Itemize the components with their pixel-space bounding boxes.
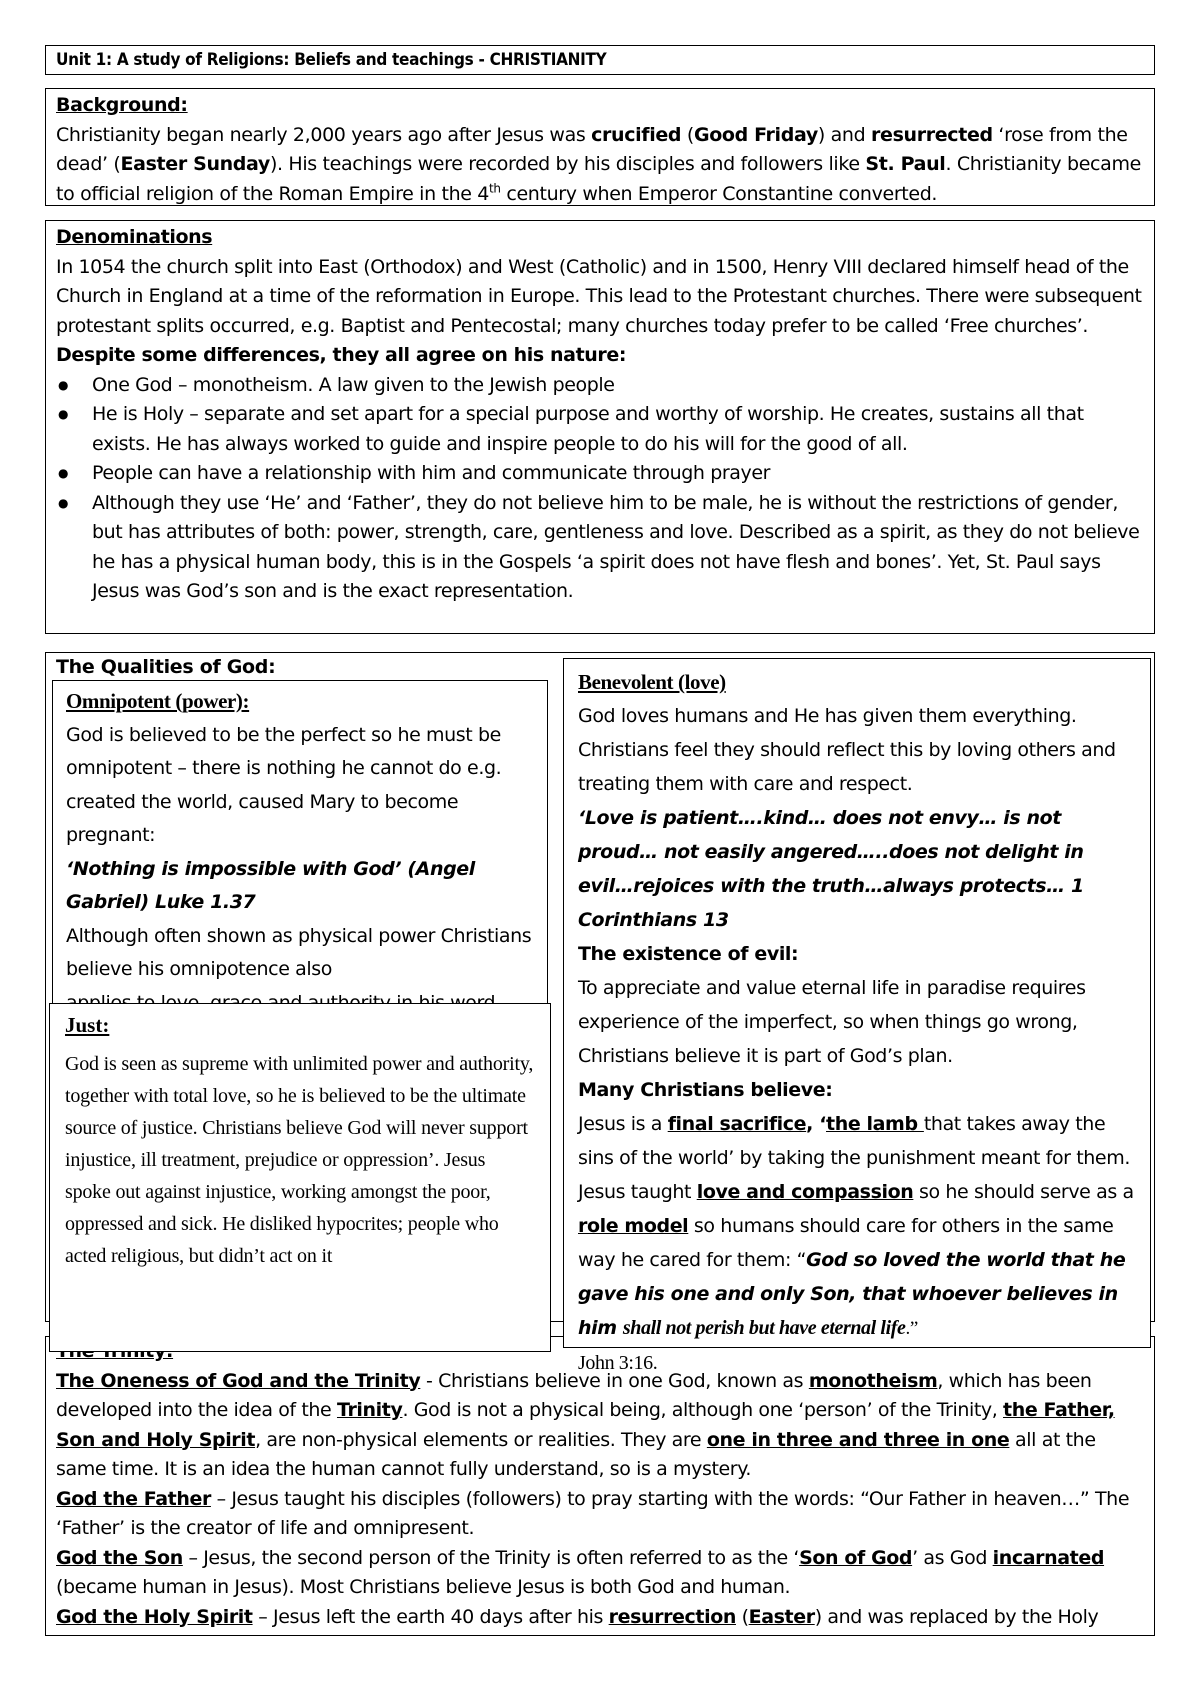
denominations-section <box>45 220 1155 634</box>
just-box <box>49 1003 551 1352</box>
denominations-text: In 1054 the church split into East (Orthodox) and West (Catholic) and in 1500, Henry VIII declared himself head of the Church in England at a time of the reformation in Europe. This lead to the Protestant churches. There were subsequent protestant splits occurred, e.g. Baptist and Pentecostal; many churches today prefer to be called ‘Free churches’. <box>56 255 1142 337</box>
evil-text: To appreciate and value eternal life in paradise requires experience of the imperfect, so when things go wrong, Christians believe it is part of God’s plan. <box>578 977 1086 1067</box>
qualities-heading: The Qualities of God: <box>56 656 276 678</box>
john-reference: John 3:16. <box>578 1352 658 1374</box>
trinity-son-text: God the Son – Jesus, the second person of the Trinity is often referred to as the ‘Son of God’ as God incarnated (became human in Jesus). Most Christians believe Jesus is both God and human. <box>56 1546 1105 1598</box>
list-item: ● People can have a relationship with him and communicate through prayer <box>92 459 1144 489</box>
corinthians-quote: ‘Love is patient….kind… does not envy… is not proud… not easily angered…..does not delight in evil…rejoices with the truth…always protects… 1 Corinthians 13 <box>578 807 1084 931</box>
trinity-oneness-text: The Oneness of God and the Trinity - Christians believe in one God, known as monotheism, which has been developed into the idea of the Trinity. God is not a physical being, although one ‘person’ of the Trinity, the Father, Son and Holy Spirit, are non-physical elements or realities. They are one in three and three in one all at the same time. It is an idea the human cannot fully understand, so is a mystery. <box>56 1369 1115 1480</box>
omnipotent-text-2: Although often shown as physical power Christians believe his omnipotence also <box>66 924 532 980</box>
denominations-heading: Denominations <box>56 226 213 248</box>
trinity-spirit-text: God the Holy Spirit – Jesus left the earth 40 days after his resurrection (Easter) and was replaced by the Holy <box>56 1605 1099 1628</box>
background-heading: Background: <box>56 94 188 116</box>
agree-heading: Despite some differences, they all agree on his nature: <box>56 344 627 366</box>
omnipotent-box <box>52 680 548 1005</box>
many-christians-heading: Many Christians believe: <box>578 1079 833 1101</box>
omnipotent-quote: ‘Nothing is impossible with God’ (Angel Gabriel) Luke 1.37 <box>66 857 475 913</box>
background-text: Christianity began nearly 2,000 years ago after Jesus was crucified (Good Friday) and resurrected ‘rose from the dead’ (Easter Sunday). His teachings were recorded by his disciples and followers like St. Paul. Christianity became to official religion of the Roman Empire in the 4th century when Emperor Constantine converted. <box>56 123 1141 205</box>
benevolent-heading: Benevolent (love) <box>578 670 726 694</box>
just-text: God is seen as supreme with unlimited power and authority, together with total love, so he is believed to be the ultimate source of justice. Christians believe God will never support injustice, ill treatment, prejudice or oppression’. Jesus spoke out against injustice, working amongst the poor, oppressed and sick. He disliked hypocrites; people who acted religious, but didn’t act on it <box>65 1053 534 1267</box>
just-heading: Just: <box>65 1013 110 1037</box>
omnipotent-text: God is believed to be the perfect so he must be omnipotent – there is nothing he cannot do e.g. created the world, caused Mary to become pregnant: <box>66 723 502 846</box>
title-box <box>45 45 1155 75</box>
background-section <box>45 88 1155 206</box>
trinity-father-text: God the Father – Jesus taught his disciples (followers) to pray starting with the words: “Our Father in heaven…” The ‘Father’ is the creator of life and omnipresent. <box>56 1487 1130 1539</box>
list-item: ● Although they use ‘He’ and ‘Father’, they do not believe him to be male, he is without the restrictions of gender, but has attributes of both: power, strength, care, gentleness and love. Described as a spirit, as they do not believe he has a physical human body, this is in the Gospels ‘a spirit does not have flesh and bones’. Yet, St. Paul says Jesus was God’s son and is the exact representation. <box>92 489 1144 607</box>
benevolent-box <box>563 658 1151 1374</box>
trinity-section <box>45 1336 1155 1636</box>
omnipotent-heading: Omnipotent (power): <box>66 689 250 713</box>
evil-heading: The existence of evil: <box>578 943 799 965</box>
many-christians-text: Jesus is a final sacrifice, ‘the lamb that takes away the sins of the world’ by taking the punishment meant for them. Jesus taught love and compassion so he should serve as a role model so humans should care for others in the same way he cared for them: “God so loved the world that he gave his one and only Son, that whoever believes in him shall not perish but have eternal life.” <box>578 1113 1134 1339</box>
list-item: ● He is Holy – separate and set apart for a special purpose and worthy of worship. He creates, sustains all that exists. He has always worked to guide and inspire people to do his will for the good of all. <box>92 400 1144 459</box>
nature-list <box>56 371 1144 607</box>
page-title: Unit 1: A study of Religions: Beliefs and teachings - CHRISTIANITY <box>56 50 607 70</box>
benevolent-text: God loves humans and He has given them everything. Christians feel they should reflect this by loving others and treating them with care and respect. <box>578 705 1116 795</box>
list-item: ● One God – monotheism. A law given to the Jewish people <box>92 371 1144 401</box>
